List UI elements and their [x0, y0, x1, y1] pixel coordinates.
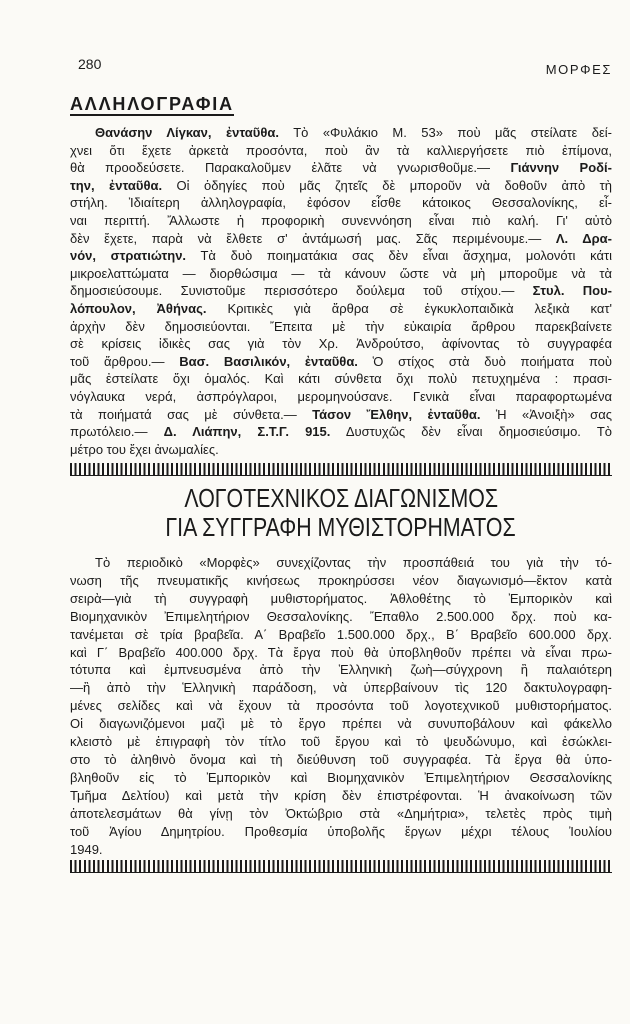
text-run: χνει ὅτι ἔχετε ἀρκετὰ προσόντα, ποὺ ἂν τὰ καλλιεργήσετε πιὸ ἐπίμονα, — [70, 142, 612, 158]
text-line — [70, 441, 612, 459]
correspondent-name: Λ. Δρα- — [555, 230, 612, 246]
text-line — [70, 751, 612, 769]
text-line — [70, 335, 612, 353]
text-line — [70, 715, 612, 733]
text-line — [70, 423, 612, 441]
text-run: στήλη. Ἰδιαίτερη ἀλληλογραφία, ἐφόσον εἶσθε κάτοικος Θεσσαλονίκης, εἶ- — [70, 195, 612, 211]
text-run: Τμῆμα Δελτίου) καὶ μετὰ τὴν κρίση δὲν ἐπιστρέφονται. Ἡ ἀνακοίνωση τῶν — [70, 787, 612, 803]
text-run: ἀποτελεσμάτων θὰ γίνῃ τὸν Ὀκτώβριο στὰ «Δημήτρια», τελετὲς πρὸς τιμὴ — [70, 805, 612, 821]
text-run: δὲν ἔχετε, παρὰ νὰ ἔλθετε σ' ἀντάμωσή μας. Σᾶς περιμένουμε.— — [70, 230, 556, 246]
text-line — [70, 370, 612, 388]
text-run: μένες σελίδες καὶ νὰ ἔχουν τὰ προσόντα τοῦ λογοτεχνικοῦ μυθιστορήματος. — [70, 698, 612, 714]
text-line — [70, 212, 612, 230]
magazine-name: ΜΟΡΦΕΣ — [545, 62, 612, 77]
text-run: Τὰ δυὸ ποιηματάκια σας δὲν εἶναι ἄσχημα, μολονότι κάτι — [186, 248, 612, 264]
text-line — [70, 318, 612, 336]
correspondent-name: Δ. Λιάπην, Σ.Τ.Γ. 915. — [163, 424, 331, 440]
correspondent-name: Βασ. Βασιλικόν, ἐνταῦθα. — [179, 353, 358, 369]
text-run: μικροελαττώματα — διορθώσιμα — τὰ κάνουν ὥστε νὰ μὴ μποροῦμε νὰ τὰ — [70, 265, 612, 281]
text-run: μέτρο του ἔχει ἀνωμαλίες. — [70, 441, 219, 457]
text-line — [70, 230, 612, 248]
text-run: ναι περιττή. Ἄλλωστε ἡ προφορικὴ συνεννόηση εἶναι πιὸ καλή. Γι' αὐτὸ — [70, 212, 612, 228]
page-number: 280 — [78, 56, 102, 72]
text-line — [70, 194, 612, 212]
text-line — [70, 300, 612, 318]
contest-heading-text: ΛΟΓΟΤΕΧΝΙΚΟΣ ΔΙΑΓΩΝΙΣΜΟΣ — [184, 483, 498, 513]
text-line — [70, 388, 612, 406]
correspondent-name: Τάσον Ἔλθην, ἐνταῦθα. — [312, 406, 481, 422]
text-run: ἀρχὴν δὲν δημοσιεύονται. Ἔπειτα μὲ τὴν εὐκαιρία ἄρθρου παρεκβαίνετε — [70, 318, 612, 334]
text-line — [70, 177, 612, 195]
text-line — [70, 841, 612, 859]
text-run: βληθοῦν εἰς τὸ Ἐμπορικὸν καὶ Βιομηχανικὸν Ἐπιμελητήριον Θεσσαλονίκης — [70, 769, 612, 785]
text-line — [70, 282, 612, 300]
text-line — [70, 554, 612, 572]
text-run: τὰ ποιήματά σας μὲ σύνθετα.— — [70, 406, 313, 422]
correspondent-name: την, ἐνταῦθα. — [70, 177, 163, 193]
text-run: Ὁ στίχος στὰ δυὸ ποιήματα ποὺ — [357, 353, 612, 369]
text-line — [70, 159, 612, 177]
text-run: Οἱ ὁδηγίες ποὺ μᾶς ζητεῖς δὲ μποροῦν νὰ δοθοῦν ἀπὸ τὴ — [162, 177, 613, 193]
contest-heading-text: ΓΙΑ ΣΥΓΓΡΑΦΗ ΜΥΘΙΣΤΟΡΗΜΑΤΟΣ — [165, 512, 517, 542]
text-run: Τὸ περιοδικὸ «Μορφὲς» συνεχίζοντας τὴν προσπάθειά του γιὰ τὴν τό- — [95, 555, 612, 570]
text-run: δημοσιεύσουμε. Συνιστοῦμε περισσότερο δούλεμα τοῦ στίχου.— — [70, 283, 533, 299]
text-run: στο τὸ ἀληθινὸ ὄνομα καὶ τὴ διεύθυνση τοῦ συγγραφέα. Τὰ ἔργα θὰ ὑπο- — [70, 751, 612, 767]
text-line — [70, 608, 612, 626]
text-line — [70, 679, 612, 697]
text-run: πρωτόλειο.— — [70, 424, 164, 440]
text-line — [70, 787, 612, 805]
text-line — [70, 769, 612, 787]
text-run: Οἱ διαγωνιζόμενοι μαζὶ μὲ τὸ ἔργο πρέπει νὰ συνυποβάλουν καὶ φάκελλο — [70, 716, 612, 732]
contest-announcement — [70, 554, 612, 858]
text-run: νόγλαυκα νερά, ἀσπρόγλαροι, μερομηνούσανε. Γενικὰ εἶναι παραφορτωμένα — [70, 388, 612, 404]
text-run: κλειστὸ μὲ ἐπιγραφὴ τὸν τίτλο τοῦ ἔργου καὶ τὸ ψευδώνυμο, καὶ ἐσώκλει- — [70, 734, 612, 750]
text-line — [70, 572, 612, 590]
text-line — [70, 590, 612, 608]
text-run: τοῦ ἄρθρου.— — [70, 353, 180, 369]
text-line — [70, 247, 612, 265]
text-line — [70, 265, 612, 283]
text-line — [70, 406, 612, 424]
correspondent-name: λόπουλον, Ἀθήνας. — [70, 300, 207, 316]
text-run: Βιομηχανικὸν Ἐπιμελητήριον Θεσσαλονίκης. Ἔπαθλο 2.500.000 δρχ. ποὺ κα- — [70, 608, 612, 624]
text-line — [70, 661, 612, 679]
contest-heading-line — [70, 484, 612, 513]
text-run: τανέμεται σὲ τρία βραβεῖα. Α΄ Βραβεῖο 1.500.000 δρχ., Β΄ Βραβεῖο 600.000 δρχ. — [70, 626, 612, 642]
text-line — [70, 823, 612, 841]
text-run: σειρὰ—γιὰ τὴ συγγραφὴ μυθιστορήματος. Ἀθλοθέτης τὸ Ἐμπορικὸν καὶ — [70, 590, 612, 606]
decorative-divider — [70, 860, 612, 873]
decorative-divider — [70, 463, 612, 476]
contest-heading — [70, 484, 612, 542]
text-line — [70, 353, 612, 371]
text-run: Τὸ «Φυλάκιο Μ. 53» ποὺ μᾶς στείλατε δεί- — [279, 125, 612, 140]
text-line — [70, 697, 612, 715]
text-line — [70, 124, 612, 142]
text-run: μᾶς ἐστείλατε ὄχι ὁμαλός. Καὶ κάτι σύνθετα ὄχι πολὺ πετυχημένα : πρασι- — [70, 371, 612, 387]
text-run: σὲ κρίσεις ἰδικὲς σας γιὰ τὸν Χρ. Ἀνδρούτσο, ἀφίνοντας τὸ συγγραφέα — [70, 336, 612, 352]
text-run: Δυστυχῶς δὲν εἶναι δημοσιεύσιμο. Τὸ — [330, 424, 612, 440]
text-run: τότυπα καὶ ἐμπνευσμένα ἀπὸ τὴν Ἑλληνικὴ ζωὴ—σύγχρονη ἢ παλαιότερη — [70, 662, 612, 678]
text-run: —ἢ ἀπὸ τὴν Ἑλληνικὴ παράδοση, νὰ ὑπερβαίνουν τὶς 120 δακτυλογραφη- — [70, 680, 612, 696]
text-line — [70, 626, 612, 644]
text-run: τοῦ Ἁγίου Δημητρίου. Προθεσμία ὑποβολῆς ἔργων μέχρι τέλους Ἰουλίου — [70, 823, 612, 839]
correspondent-name: νόν, στρατιώτην. — [70, 248, 187, 264]
text-line — [70, 644, 612, 662]
contest-heading-line — [70, 513, 612, 542]
text-run: νωση τῆς πνευματικῆς κινήσεως προκηρύσσει νέον διαγωνισμό—ἔκτον κατὰ — [70, 572, 612, 588]
text-run: 1949. — [70, 841, 103, 857]
correspondent-name: Θανάσην Λίγκαν, ἐνταῦθα. — [95, 125, 279, 140]
section-title: ΑΛΛΗΛΟΓΡΑΦΙΑ — [70, 94, 234, 114]
text-line — [70, 142, 612, 160]
text-run: Κριτικὲς γιὰ ἄρθρα σὲ ἐγκυκλοπαιδικὰ λεξικὰ κατ' — [206, 300, 612, 316]
text-line — [70, 733, 612, 751]
correspondence-body — [70, 124, 612, 458]
text-run: καὶ Γ΄ Βραβεῖο 400.000 δρχ. Τὰ ἔργα ποὺ θὰ ὑποβληθοῦν πρέπει νὰ εἶναι πρω- — [70, 644, 612, 660]
correspondent-name: Γιάννην Ροδί- — [510, 160, 612, 176]
text-run: θὰ προοδεύσετε. Παρακαλοῦμεν ἐλᾶτε νὰ γνωρισθοῦμε.— — [70, 160, 511, 176]
correspondent-name: Στυλ. Που- — [532, 283, 612, 299]
text-run: Ἡ «Ἀνοιξὴ» σας — [480, 406, 612, 422]
text-line — [70, 805, 612, 823]
